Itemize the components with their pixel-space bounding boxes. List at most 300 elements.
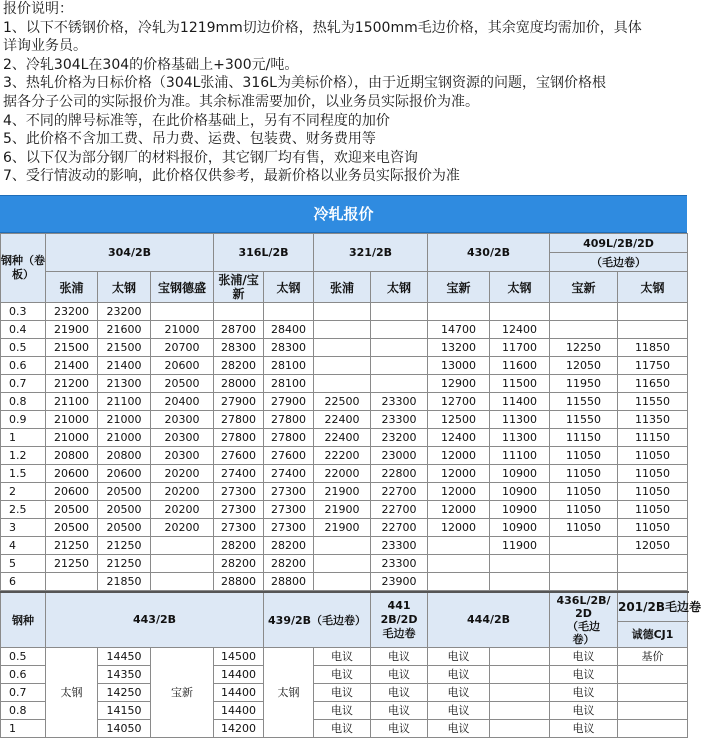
price-cell: 11350 [618,411,688,429]
price-cell: 20500 [46,519,98,537]
price-cell: 28400 [264,321,314,339]
price-cell: 20300 [151,429,214,447]
thickness-cell: 2.5 [1,501,46,519]
price-cell: 27400 [264,465,314,483]
price-cell: 20500 [98,483,151,501]
note-line: 7、受行情波动的影响，此价格仅供参考，最新价格以业务员实际报价为准 [3,168,460,185]
price-cell: 11100 [490,447,550,465]
price-cell: 28200 [214,555,264,573]
header-441-finish: 2B/2D [380,612,418,626]
price-cell: 23300 [371,393,428,411]
price-cell: 20200 [151,501,214,519]
price-cell: 27600 [264,447,314,465]
empty-cell [618,683,688,701]
notes-heading: 报价说明： [3,1,73,17]
price-cell [618,303,688,321]
negotiable-cell: 电议 [371,701,428,719]
price-cell: 21500 [46,339,98,357]
price-cell: 28200 [214,357,264,375]
thickness-cell: 0.7 [1,375,46,393]
price-cell [618,573,688,591]
price-cell: 14400 [214,683,264,701]
price-cell: 14200 [214,719,264,737]
price-cell: 13000 [428,357,490,375]
negotiable-cell: 电议 [428,701,490,719]
price-cell: 11050 [550,447,618,465]
price-cell: 20200 [151,483,214,501]
header-441 [371,592,428,647]
price-cell: 22700 [371,501,428,519]
price-cell: 28100 [264,357,314,375]
price-cell: 21000 [46,411,98,429]
header-436l-coil-a: （毛边 [567,619,601,633]
negotiable-cell: 电议 [428,665,490,683]
negotiable-cell: 电议 [428,683,490,701]
price-cell: 12250 [550,339,618,357]
price-cell: 14150 [98,701,151,719]
sub-header: 张浦 [314,272,371,303]
negotiable-cell: 电议 [550,647,618,665]
empty-cell [618,701,688,719]
price-cell: 28800 [264,573,314,591]
price-cell: 27300 [214,519,264,537]
price-cell: 21250 [46,537,98,555]
empty-cell [490,701,550,719]
price-cell: 20500 [98,519,151,537]
negotiable-cell: 电议 [314,647,371,665]
price-cell: 27900 [214,393,264,411]
price-cell: 21100 [98,393,151,411]
price-cell: 27800 [214,429,264,447]
price-cell: 27300 [214,501,264,519]
price-cell: 20500 [98,501,151,519]
table-row [1,465,688,483]
header-436l-coil-b: 卷） [572,632,595,646]
thickness-cell: 6 [1,573,46,591]
price-cell: 22700 [371,519,428,537]
sub-header: 张浦/宝新 [214,272,264,303]
price-cell [371,375,428,393]
price-cell: 11700 [490,339,550,357]
price-cell: 28100 [264,375,314,393]
table-row [1,555,688,573]
price-cell: 11550 [618,393,688,411]
price-cell: 11950 [550,375,618,393]
negotiable-cell: 电议 [550,665,618,683]
cold-rolled-price-table [0,233,688,591]
price-cell: 21400 [98,357,151,375]
price-cell: 10900 [490,501,550,519]
table-row [1,573,688,591]
price-cell [490,573,550,591]
price-cell [314,303,371,321]
price-cell: 14050 [98,719,151,737]
negotiable-cell: 电议 [428,719,490,737]
price-cell: 28300 [264,339,314,357]
empty-cell [490,719,550,737]
price-cell [371,357,428,375]
note-line: 6、以下仅为部分钢厂的材料报价，其它钢厂均有售，欢迎来电咨询 [3,149,418,166]
price-cell: 21250 [46,555,98,573]
negotiable-cell: 电议 [314,719,371,737]
price-cell: 22700 [371,483,428,501]
price-cell: 28200 [264,555,314,573]
price-cell: 20500 [46,501,98,519]
price-notes [0,0,687,195]
price-cell: 20300 [151,411,214,429]
negotiable-cell: 电议 [371,647,428,665]
price-cell: 12050 [618,537,688,555]
table-row [1,321,688,339]
note-line: 4、不同的牌号标准等，在此价格基础上，另有不同程度的加价 [3,112,390,129]
price-cell: 10900 [490,519,550,537]
price-cell: 12000 [428,501,490,519]
empty-cell [490,683,550,701]
negotiable-cell: 电议 [550,701,618,719]
price-cell: 12000 [428,519,490,537]
price-cell: 11300 [490,411,550,429]
price-cell: 23000 [371,447,428,465]
price-cell [314,537,371,555]
header-443: 443/2B [46,592,264,647]
price-cell: 21250 [98,555,151,573]
table-row [1,375,688,393]
price-cell: 21900 [314,501,371,519]
price-cell [550,573,618,591]
price-cell [428,555,490,573]
row-header-grade-2: 钢种 [1,592,46,647]
thickness-cell: 0.8 [1,701,46,719]
price-cell [314,321,371,339]
price-cell: 11600 [490,357,550,375]
note-line: 2、冷轧304L在304的价格基础上+300元/吨。 [3,56,299,73]
thickness-cell: 0.6 [1,357,46,375]
price-cell: 11550 [550,393,618,411]
price-cell: 21900 [46,321,98,339]
price-cell: 23300 [371,411,428,429]
group-header-316l: 316L/2B [214,234,314,272]
header-436l [550,592,618,647]
table-row [1,683,688,701]
price-cell [314,375,371,393]
negotiable-cell: 电议 [550,683,618,701]
price-cell: 11050 [550,465,618,483]
sub-header: 太钢 [371,272,428,303]
price-cell: 21400 [46,357,98,375]
price-cell: 12000 [428,483,490,501]
header-436l-grade: 436L/2B/ [556,593,611,607]
header-441-coil: 毛边卷 [382,626,416,640]
price-cell: 28000 [214,375,264,393]
table-row [1,303,688,321]
price-cell: 20800 [98,447,151,465]
row-header-grade: 钢种（卷板） [1,234,46,303]
price-cell [314,339,371,357]
price-cell: 10900 [490,483,550,501]
price-cell: 27900 [264,393,314,411]
price-cell [618,321,688,339]
price-cell: 11050 [618,519,688,537]
price-cell: 21100 [46,393,98,411]
price-cell: 21250 [98,537,151,555]
thickness-cell: 4 [1,537,46,555]
note-line: 1、以下不锈钢价格，冷轧为1219mm切边价格，热轧为1500mm毛边价格，其余宽度均需加价，具体 [3,19,642,36]
price-cell [371,339,428,357]
cold-rolled-price-rows [1,303,688,591]
price-cell: 21000 [46,429,98,447]
price-cell: 20600 [151,357,214,375]
note-line: 3、热轧价格为日标价格（304L张浦、316L为美标价格），由于近期宝钢资源的问题，宝钢价格根 [3,75,606,92]
price-cell: 11150 [618,429,688,447]
group-header-409l: 409L/2B/2D [550,234,688,253]
price-cell: 14500 [214,647,264,665]
table-row [1,501,688,519]
price-cell: 27600 [214,447,264,465]
table-row [1,519,688,537]
thickness-cell: 0.5 [1,339,46,357]
price-cell: 13200 [428,339,490,357]
price-cell: 11500 [490,375,550,393]
mill-cell: 太钢 [264,647,314,737]
price-cell: 11050 [618,483,688,501]
price-cell [151,537,214,555]
price-cell: 12000 [428,447,490,465]
price-cell: 11050 [618,447,688,465]
empty-cell [618,719,688,737]
price-cell [618,555,688,573]
price-cell: 11050 [550,501,618,519]
price-cell: 20200 [151,465,214,483]
thickness-cell: 0.7 [1,683,46,701]
negotiable-cell: 电议 [371,719,428,737]
price-cell: 11050 [550,483,618,501]
price-cell: 28200 [214,537,264,555]
price-cell: 23300 [371,555,428,573]
thickness-cell: 0.9 [1,411,46,429]
price-cell: 21600 [98,321,151,339]
note-line: 据各分子公司的实际报价为准。其余标准需要加价，以业务员实际报价为准。 [3,93,479,110]
price-cell: 20600 [98,465,151,483]
note-line: 5、此价格不含加工费、吊力费、运费、包装费、财务费用等 [3,131,376,148]
table-row [1,719,688,737]
sub-header: 宝新 [550,272,618,303]
price-cell: 28700 [214,321,264,339]
price-cell: 12700 [428,393,490,411]
price-cell: 10900 [490,465,550,483]
price-cell: 20200 [151,519,214,537]
price-cell: 28200 [264,537,314,555]
price-cell: 11050 [618,465,688,483]
price-cell [550,321,618,339]
price-cell: 11050 [550,519,618,537]
thickness-cell: 1 [1,429,46,447]
mill-cell: 宝新 [151,647,214,737]
thickness-cell: 0.5 [1,647,46,665]
price-cell: 11750 [618,357,688,375]
price-cell: 12900 [428,375,490,393]
price-cell: 21850 [98,573,151,591]
price-cell: 22800 [371,465,428,483]
sub-header: 太钢 [264,272,314,303]
sub-header: 太钢 [618,272,688,303]
price-cell: 21900 [314,519,371,537]
thickness-cell: 0.8 [1,393,46,411]
price-cell: 23200 [98,303,151,321]
price-cell [428,537,490,555]
price-cell: 27800 [264,429,314,447]
thickness-cell: 5 [1,555,46,573]
price-cell: 21200 [46,375,98,393]
price-cell [151,573,214,591]
price-cell [550,303,618,321]
price-cell: 21000 [98,429,151,447]
group-header-409l-note: （毛边卷） [550,253,688,272]
price-cell: 12050 [550,357,618,375]
table-row [1,483,688,501]
note-line: 详询业务员。 [3,38,87,55]
group-header-321: 321/2B [314,234,428,272]
negotiable-cell: 电议 [428,647,490,665]
group-header-304: 304/2B [46,234,214,272]
price-cell [428,573,490,591]
price-cell: 11650 [618,375,688,393]
table-row [1,701,688,719]
price-cell: 28300 [214,339,264,357]
empty-cell [618,665,688,683]
header-201-mill: 诚德CJ1 [618,621,688,647]
sub-header: 太钢 [98,272,151,303]
price-cell: 27300 [264,501,314,519]
price-cell: 12000 [428,465,490,483]
price-cell: 14400 [214,701,264,719]
sub-header: 太钢 [490,272,550,303]
price-cell: 20500 [151,375,214,393]
price-cell: 20400 [151,393,214,411]
price-cell: 21500 [98,339,151,357]
negotiable-cell: 电议 [371,665,428,683]
table-row [1,647,688,665]
base-label-cell: 基价 [618,647,688,665]
sub-header: 宝钢德盛 [151,272,214,303]
price-cell [151,555,214,573]
table-row [1,665,688,683]
price-cell: 11050 [618,501,688,519]
thickness-cell: 0.6 [1,665,46,683]
header-444: 444/2B [428,592,550,647]
price-cell: 27300 [264,519,314,537]
price-cell: 14350 [98,665,151,683]
price-cell [46,573,98,591]
sub-header: 张浦 [46,272,98,303]
price-cell: 11150 [550,429,618,447]
header-441-grade: 441 [387,598,411,612]
table-row [1,447,688,465]
price-cell [314,555,371,573]
ferritic-price-table [0,591,701,738]
negotiable-cell: 电议 [371,683,428,701]
price-cell [550,555,618,573]
price-cell [550,537,618,555]
price-cell: 23900 [371,573,428,591]
price-cell: 23200 [371,429,428,447]
price-cell: 11900 [490,537,550,555]
price-cell: 28800 [214,573,264,591]
price-cell: 21300 [98,375,151,393]
thickness-cell: 0.3 [1,303,46,321]
price-cell: 21000 [151,321,214,339]
group-header-430: 430/2B [428,234,550,272]
price-cell: 11400 [490,393,550,411]
price-cell: 12400 [428,429,490,447]
price-cell [151,303,214,321]
price-cell [371,303,428,321]
price-cell: 23200 [46,303,98,321]
price-cell: 22400 [314,411,371,429]
price-cell: 27300 [214,483,264,501]
header-436l-finish: 2D [575,606,592,620]
header-201: 201/2B毛边卷 [618,592,688,621]
price-cell: 12400 [490,321,550,339]
price-cell: 27400 [214,465,264,483]
table-row [1,411,688,429]
price-cell [314,573,371,591]
thickness-cell: 1 [1,719,46,737]
table-row [1,429,688,447]
price-cell [490,555,550,573]
sub-header: 宝新 [428,272,490,303]
price-cell: 11550 [550,411,618,429]
thickness-cell: 0.4 [1,321,46,339]
table-row [1,393,688,411]
price-cell: 14700 [428,321,490,339]
thickness-cell: 3 [1,519,46,537]
cold-rolled-title: 冷轧报价 [0,195,687,233]
price-cell: 23300 [371,537,428,555]
table-row [1,537,688,555]
table-row [1,339,688,357]
price-cell: 11850 [618,339,688,357]
price-cell: 22500 [314,393,371,411]
price-cell: 14450 [98,647,151,665]
price-cell: 14400 [214,665,264,683]
negotiable-cell: 电议 [314,665,371,683]
price-cell [314,357,371,375]
price-cell: 20600 [46,465,98,483]
price-cell [264,303,314,321]
empty-cell [490,665,550,683]
price-cell: 12500 [428,411,490,429]
thickness-cell: 1.2 [1,447,46,465]
empty-cell [490,647,550,665]
price-cell: 27800 [264,411,314,429]
price-cell: 20600 [46,483,98,501]
ferritic-price-rows [1,647,688,737]
price-cell [490,303,550,321]
price-cell: 20700 [151,339,214,357]
price-cell: 11300 [490,429,550,447]
price-cell: 20300 [151,447,214,465]
price-cell [428,303,490,321]
header-439: 439/2B（毛边卷） [264,592,371,647]
price-cell: 27300 [264,483,314,501]
mill-cell: 太钢 [46,647,98,737]
price-cell [371,321,428,339]
negotiable-cell: 电议 [314,701,371,719]
price-cell: 21000 [98,411,151,429]
price-cell: 21900 [314,483,371,501]
price-cell: 22200 [314,447,371,465]
price-cell: 27800 [214,411,264,429]
